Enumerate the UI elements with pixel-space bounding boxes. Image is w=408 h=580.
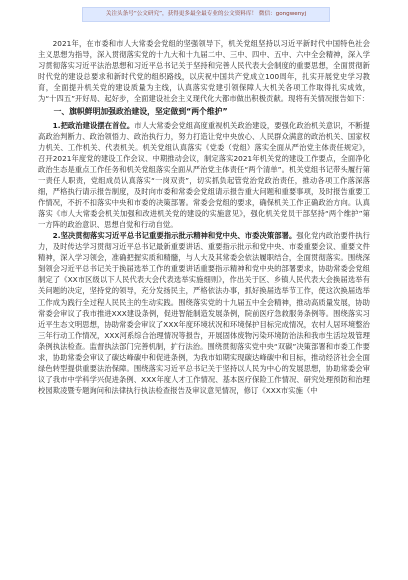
subsection-2-paragraph — [38, 230, 370, 396]
section-heading: 一、旗帜鲜明加强政治建设，坚定做到“两个维护” — [53, 107, 228, 117]
subsection-1-text: 市人大常委会党组高度重视机关政治建设，要强化政治机关意识，不断提高政治判断力、政治领悟力、政治执行力，努力打造让党中央放心、人民群众满意的政治机关、国家权力机关、工作机关、代表机关。机关党组认真落实《党委（党组）落实全面从严治党主体责任规定》，召开2021年度党的建设工作会议、中期推动会议，制定落实2021年机关党的建设工作要点，全面净化政治生态是重点工作任务和机关党组落实全面从严治党主体责任“两个清单”。机关党组书记带头履行第一责任人职责，党组成员认真落实“一岗双责”，切实抓负起管党治党政治责任，推动各项工作落深落细，严格执行请示报告制度，及时向市委和常委会党组请示报告重大问题和重要事项，及时报告重要工作情况，不折不扣落实中央和市委的决策部署。常委会党组的要求，确保机关工作正确政治方向。认真落实《市人大常委会机关加强和改进机关党的建设的实施意见》，强化机关党员干部坚持“两个维护”第一方阵的政治意识、思想自觉和行动自觉。 — [38, 120, 370, 230]
intro-paragraph: 2021年，在市委和市人大常委会党组的坚强领导下，机关党组坚持以习近平新时代中国特色社会主义思想为指导，深入贯彻落实党的十九大和十九届二中、三中、四中、五中、六中全会精神，深入学习贯彻落实习近平法治思想和习近平总书记关于坚持和完善人民代表大会制度的重要思想，全面贯彻新时代党的建设总要求和新时代党的组织路线，以庆祝中国共产党成立100周年，扎实开展党史学习教育，全面提升机关党的建设质量为主线，认真落实党建引领保障人大机关各项工作取得扎实成效，为“十四五”开好局、起好步，全面建设社会主义现代化大都市做出积极贡献。现将有关情况报告如下： — [38, 39, 370, 104]
subsection-1-lead: 1.把政治建设摆在首位。 — [52, 120, 135, 130]
document-page — [38, 38, 370, 396]
subsection-2-lead: 2.坚决贯彻落实习近平总书记重要指示批示精神和党中央、市委决策部署。 — [52, 231, 297, 241]
subsection-1-paragraph — [38, 120, 370, 230]
header-banner: 关注头条号“公文研究”，获得更多最全最专业的公文资料库！ 微信：gongwenyj — [82, 7, 330, 22]
subsection-2-text: 强化党内政治要件执行力，及时传达学习贯彻习近平总书记最新重要讲话、重要指示批示和党中央、市委重要会议、重要文件精神，深入学习领会，准确把握实质和精髓，与人大及其常委会依法履职结合，全面贯彻落实。围绕深刻领会习近平总书记关于换届选举工作的重要讲话重要指示精神和党中央的部署要求，协助常委会党组制定了《XX市区级以下人民代表大会代表选举实施细则》，作出关于区、乡镇人民代表大会换届选举有关问题的决定，坚持党的领导，充分发扬民主，严格依法办事，抓好换届选举节工作，使这次换届选举工作成为践行全过程人民民主的生动实践。围绕落实党的十九届五中全会精神，推动高质量发展，协助常委会审议了我市推进XXX建设条例，促进智能制造发展条例，院前医疗急救服务条例等。围绕落实习近平生态文明思想，协助常委会审议了XXX年度环境状况和环境保护目标完成情况，农村人居环境整治三年行动工作情况，XXX河系综合治理情况等报告，开展固体废物污染环境防治法和我市生活垃圾管理条例执法检查。监督执法部门完善机制，扩行法治。围绕贯彻落实党中央“双碳”决策部署和市委工作要求，协助常委会审议了碳达峰碳中和促进条例，为我市如期实现碳达峰碳中和目标，推动经济社会全面绿色转型提供重要法治保障。围绕落实习近平总书记关于坚持以人民为中心的发展思想，协助常委会审议了我市中学科学兴促进条例、XXX年度人才工作情况、基本医疗保险工作情况、研究处理预防和治理校园欺凌暨专题询问和法律执行执法检查报告及审议意见情况，修订《XXX市实施（中 — [38, 231, 371, 395]
